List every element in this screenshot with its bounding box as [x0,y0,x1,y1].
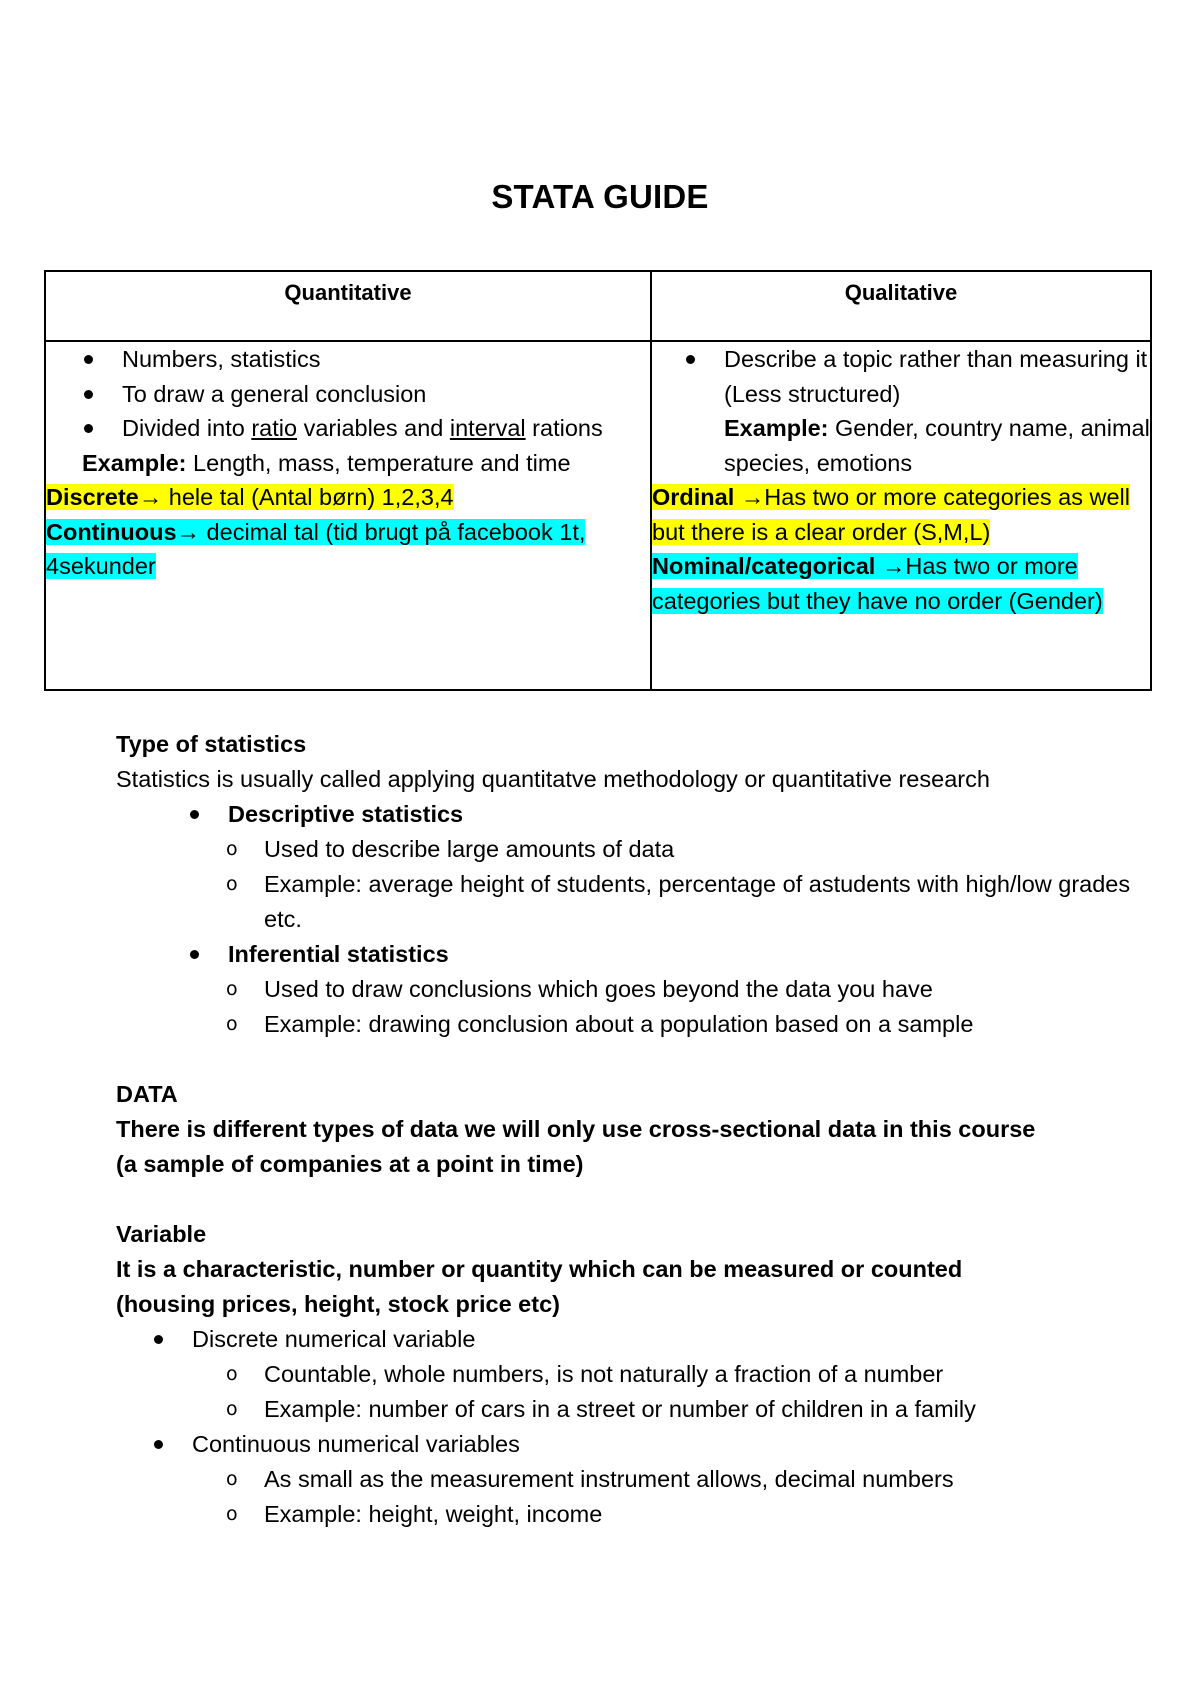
qualitative-list [652,342,1150,411]
sub-list-item: o Example: number of cars in a street or number of children in a family [116,1392,1156,1427]
list-item: Numbers, statistics [46,342,650,377]
header-qualitative: Qualitative [651,271,1151,341]
header-quantitative: Quantitative [45,271,651,341]
list-item: To draw a general conclusion [46,377,650,412]
page-title: STATA GUIDE [491,178,709,215]
arrow-right-icon: → [881,553,906,579]
spacer [116,1182,1156,1217]
paragraph: Statistics is usually called applying quantitatve methodology or quantitative research [116,766,990,792]
qualitative-cell [651,341,1151,690]
sub-list-item: o Example: average height of students, percentage of astudents with high/low grades etc. [116,867,1156,937]
section-heading: Variable [116,1221,207,1247]
section-heading: DATA [116,1081,178,1107]
quantitative-list [46,342,650,446]
sub-list-item: o Used to draw conclusions which goes beyond the data you have [116,972,1156,1007]
arrow-right-icon: → [138,484,163,510]
interval-term: interval [449,415,526,441]
arrow-right-icon: → [740,484,765,510]
paragraph: It is a characteristic, number or quantity which can be measured or counted [116,1256,963,1282]
list-item: Describe a topic rather than measuring it (Less structured) [652,342,1150,411]
nominal-definition: Nominal/categorical →Has two or more categories but they have no order (Gender) [652,553,1103,614]
paragraph: There is different types of data we will only use cross-sectional data in this course [116,1116,1036,1142]
qualitative-example: Example: Gender, country name, animal species, emotions [724,415,1150,476]
list-item: Inferential statistics [116,937,1156,972]
sub-list-item: o Example: height, weight, income [116,1497,1156,1532]
paragraph: (housing prices, height, stock price etc) [116,1291,560,1317]
list-item: Divided into ratio variables and interval rations [46,411,650,446]
ratio-term: ratio [251,415,298,441]
discrete-definition: Discrete→ hele tal (Antal børn) 1,2,3,4 [46,484,454,510]
table-header-row [45,271,1151,341]
arrow-right-icon: → [176,518,201,545]
paragraph: (a sample of companies at a point in time) [116,1151,584,1177]
table-body-row [45,341,1151,690]
section-heading: Type of statistics [116,731,307,757]
quantitative-example: Example: Length, mass, temperature and time [82,449,571,476]
ordinal-definition: Ordinal →Has two or more categories as well but there is a clear order (S,M,L) [652,484,1130,545]
sub-list-item: o As small as the measurement instrument allows, decimal numbers [116,1462,1156,1497]
list-item: Descriptive statistics [116,797,1156,832]
sub-list-item: o Example: drawing conclusion about a population based on a sample [116,1007,1156,1042]
sub-list-item: o Countable, whole numbers, is not naturally a fraction of a number [116,1357,1156,1392]
spacer [116,1042,1156,1077]
continuous-definition: Continuous→ decimal tal (tid brugt på facebook 1t, 4sekunder [46,518,586,579]
document-body [116,727,1156,1532]
sub-list-item: o Used to describe large amounts of data [116,832,1156,867]
quantitative-cell [45,341,651,690]
comparison-table [44,270,1152,691]
list-item: Continuous numerical variables [116,1427,1156,1462]
list-item: Discrete numerical variable [116,1322,1156,1357]
